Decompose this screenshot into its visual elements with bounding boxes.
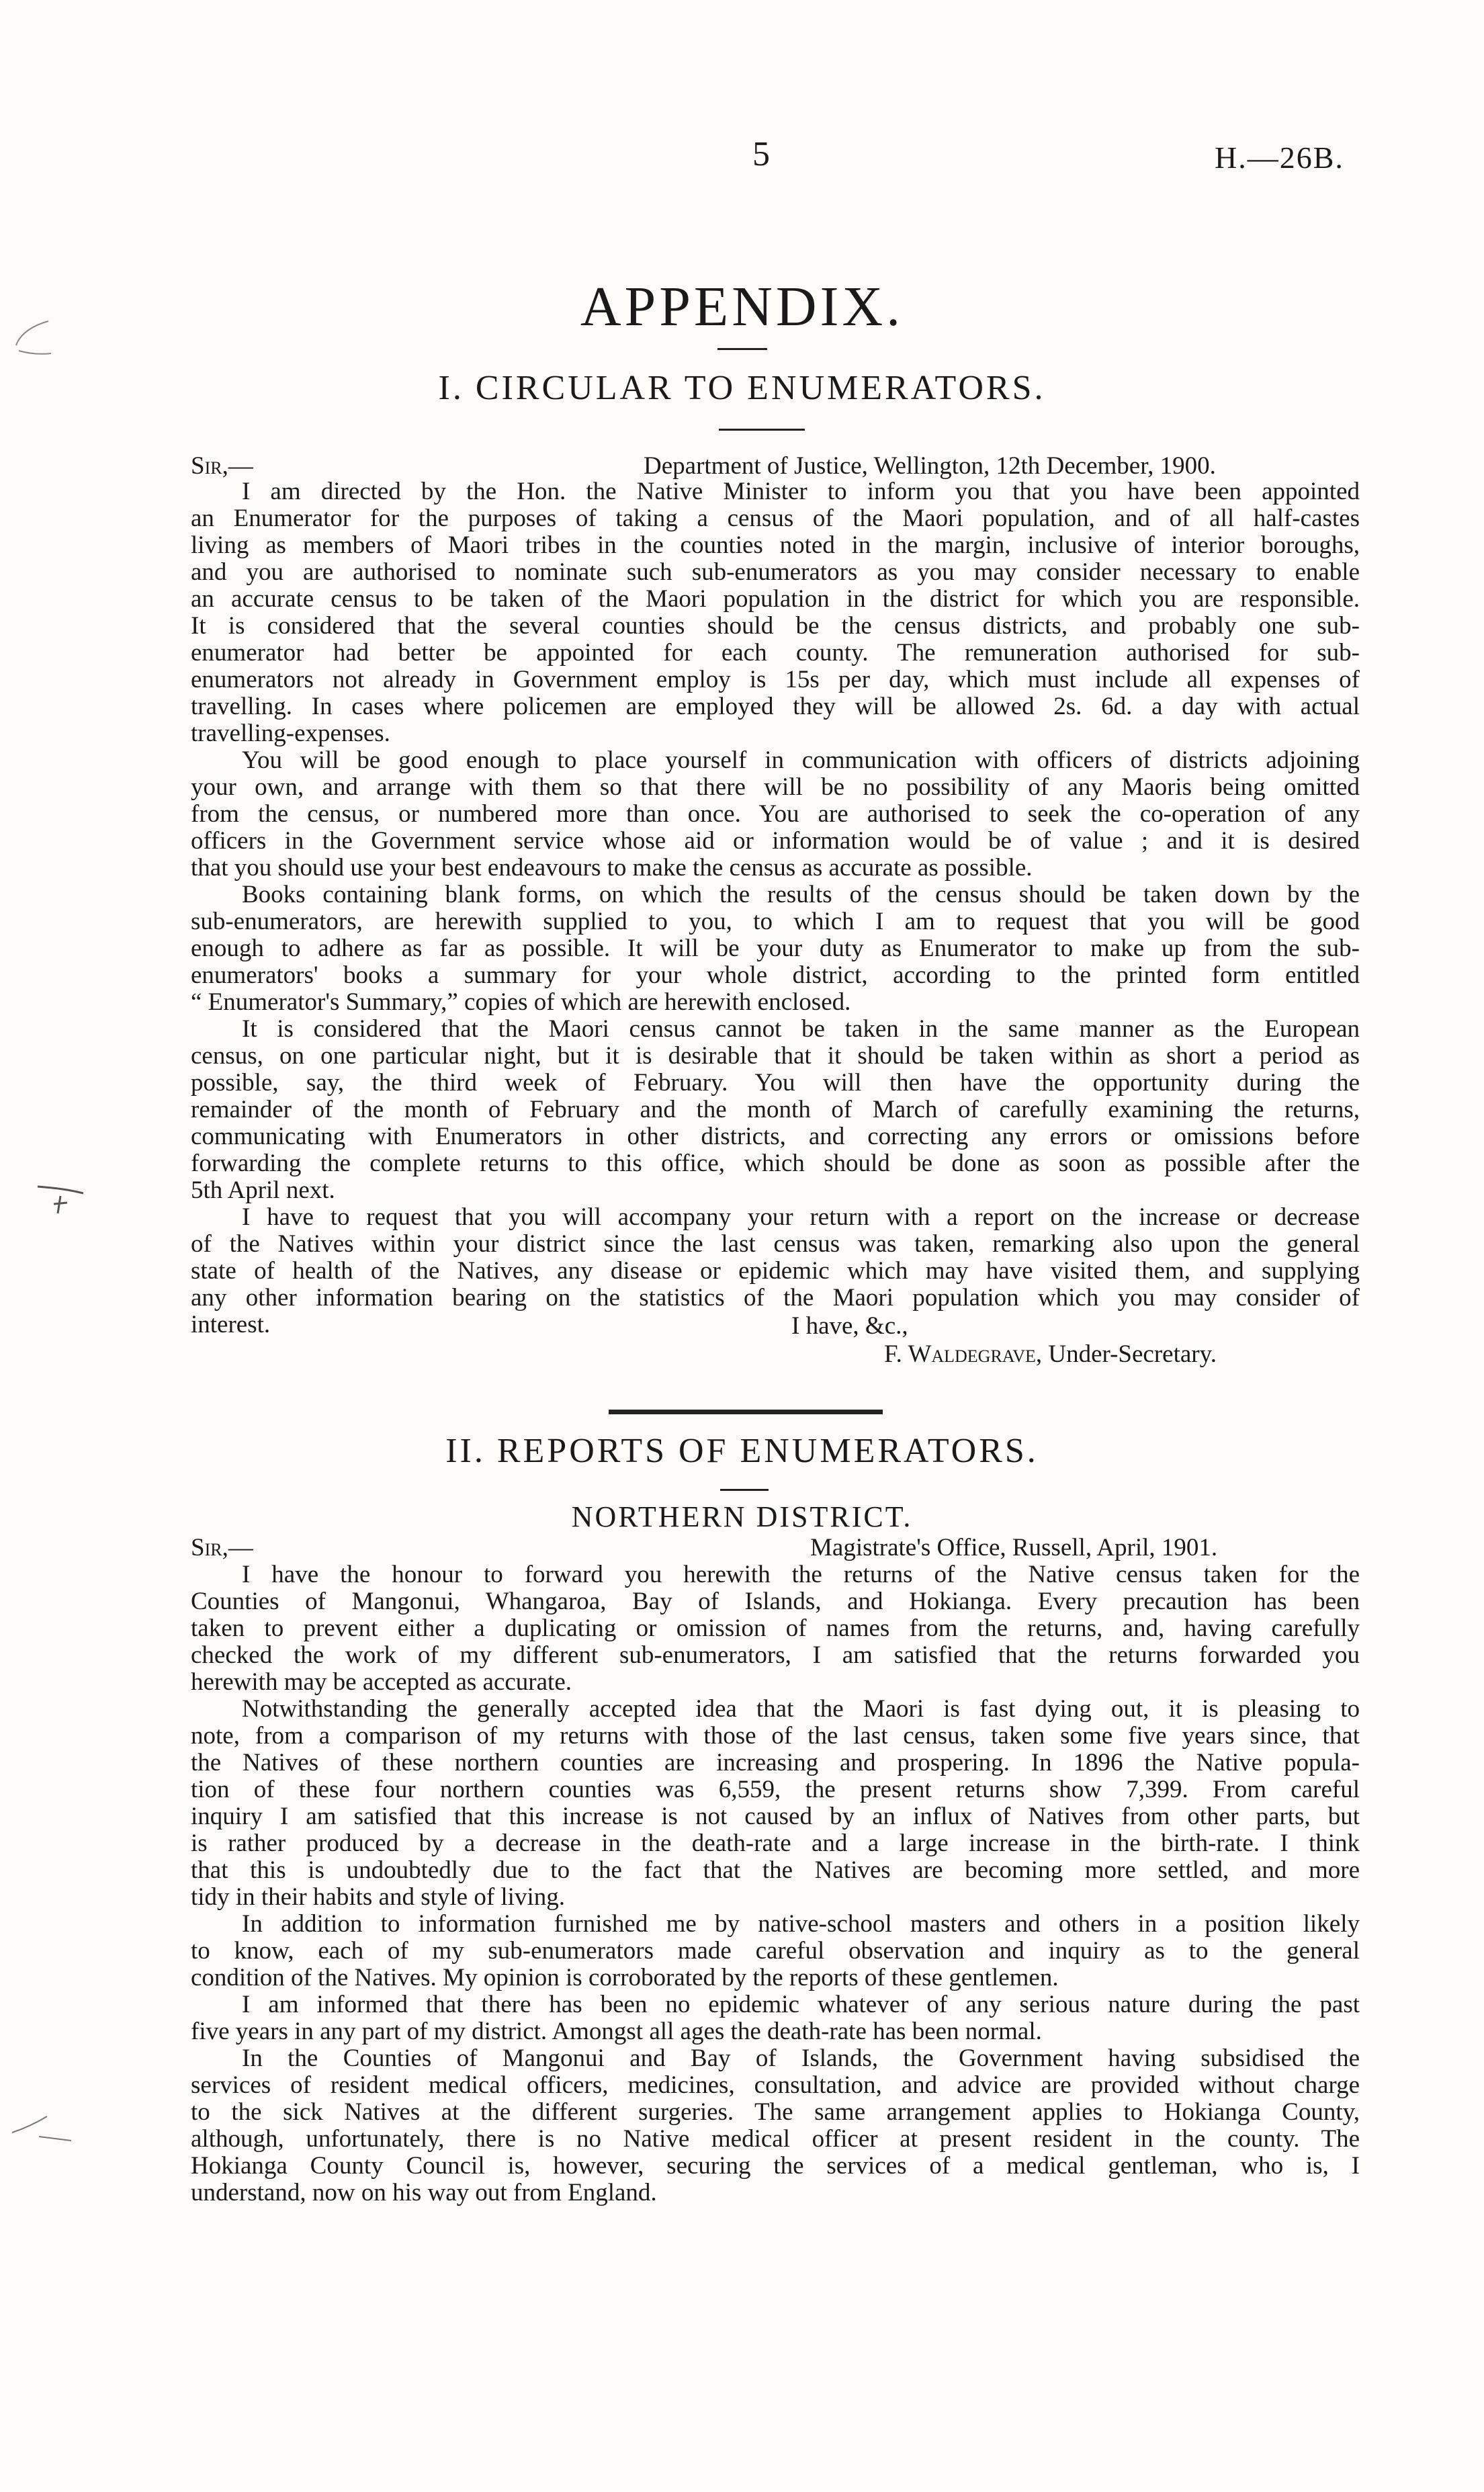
section1-salutation: Sir,— bbox=[191, 452, 253, 480]
body-line: checked the work of my different sub-enumerators, I am satisfied that the returns forwarded you bbox=[191, 1641, 1360, 1669]
body-line: officers in the Government service whose aid or information would be of value ; and it is desired bbox=[191, 827, 1360, 855]
signature bbox=[884, 1340, 1217, 1369]
body-line: an accurate census to be taken of the Maori population in the district for which you are responsible. bbox=[191, 585, 1360, 613]
body-line: from the census, or numbered more than once. You are authorised to seek the co-operation of any bbox=[191, 800, 1360, 828]
body-line: condition of the Natives. My opinion is corroborated by the reports of these gentlemen. bbox=[191, 1964, 1059, 1991]
closing: I have, &c., bbox=[791, 1312, 908, 1340]
body-line: possible, say, the third week of February. You will then have the opportunity during the bbox=[191, 1069, 1360, 1097]
body-line: that this is undoubtedly due to the fact that the Natives are becoming more settled, and more bbox=[191, 1856, 1360, 1884]
section1-title: I. CIRCULAR TO ENUMERATORS. bbox=[438, 369, 1046, 407]
body-line: 5th April next. bbox=[191, 1176, 335, 1204]
body-line: to the sick Natives at the different surgeries. The same arrangement applies to Hokianga County, bbox=[191, 2098, 1360, 2126]
title-rule bbox=[717, 348, 767, 350]
body-line: census, on one particular night, but it is desirable that it should be taken within as short a period as bbox=[191, 1042, 1360, 1070]
body-line: to know, each of my sub-enumerators made careful observation and inquiry as to the general bbox=[191, 1937, 1360, 1965]
margin-pencil-mark bbox=[7, 316, 60, 363]
body-line: an Enumerator for the purposes of taking a census of the Maori population, and of all half-castes bbox=[191, 505, 1360, 532]
body-line: remainder of the month of February and the month of March of carefully examining the returns, bbox=[191, 1096, 1360, 1123]
body-line: Hokianga County Council is, however, securing the services of a medical gentleman, who is, I bbox=[191, 2152, 1360, 2180]
body-line: Books containing blank forms, on which the results of the census should be taken down by the bbox=[242, 881, 1360, 908]
body-line: interest. bbox=[191, 1311, 271, 1338]
body-line: communicating with Enumerators in other districts, and correcting any errors or omissions before bbox=[191, 1123, 1360, 1150]
body-line: inquiry I am satisfied that this increase is not caused by an influx of Natives from other parts, but bbox=[191, 1803, 1360, 1830]
body-line: taken to prevent either a duplicating or omission of names from the returns, and, having carefully bbox=[191, 1615, 1360, 1642]
signatory-title: Under-Secretary. bbox=[1048, 1340, 1217, 1368]
body-line: travelling. In cases where policemen are employed they will be allowed 2s. 6d. a day with actual bbox=[191, 693, 1360, 720]
body-line: travelling-expenses. bbox=[191, 720, 390, 747]
body-line: of the Natives within your district since the last census was taken, remarking also upon the general bbox=[191, 1230, 1360, 1258]
section2-title: II. REPORTS OF ENUMERATORS. bbox=[445, 1432, 1039, 1470]
body-line: five years in any part of my district. Amongst all ages the death-rate has been normal. bbox=[191, 2018, 1042, 2045]
body-line: tidy in their habits and style of living. bbox=[191, 1883, 565, 1911]
section1-dateline: Department of Justice, Wellington, 12th December, 1900. bbox=[644, 452, 1216, 480]
body-line: enumerators not already in Government employ is 15s per day, which must include all expenses of bbox=[191, 666, 1360, 693]
body-line: living as members of Maori tribes in the counties noted in the margin, inclusive of interior boroughs, bbox=[191, 531, 1360, 559]
body-line: any other information bearing on the statistics of the Maori population which you may consider of bbox=[191, 1284, 1360, 1312]
body-line: enumerators' books a summary for your whole district, according to the printed form entitled bbox=[191, 961, 1360, 989]
signatory-name: F. Waldegrave, bbox=[884, 1340, 1043, 1368]
body-line: It is considered that the several counties should be the census districts, and probably one sub- bbox=[191, 612, 1360, 640]
body-line: understand, now on his way out from England. bbox=[191, 2179, 657, 2206]
section2-rule bbox=[720, 1489, 769, 1491]
section2-dateline: Magistrate's Office, Russell, April, 1901. bbox=[810, 1534, 1218, 1561]
margin-pencil-mark bbox=[7, 2110, 74, 2150]
document-reference: H.—26B. bbox=[1215, 140, 1344, 175]
body-line: I have the honour to forward you herewith the returns of the Native census taken for the bbox=[242, 1561, 1360, 1588]
body-line: You will be good enough to place yourself in communication with officers of districts adjoining bbox=[242, 746, 1360, 774]
body-line: is rather produced by a decrease in the death-rate and a large increase in the birth-rate. I think bbox=[191, 1830, 1360, 1857]
district-heading: NORTHERN DISTRICT. bbox=[571, 1500, 913, 1533]
body-line: that you should use your best endeavours to make the census as accurate as possible. bbox=[191, 854, 1033, 882]
margin-pencil-mark bbox=[34, 1176, 94, 1223]
body-line: “ Enumerator's Summary,” copies of which are herewith enclosed. bbox=[191, 988, 851, 1016]
body-line: herewith may be accepted as accurate. bbox=[191, 1668, 572, 1696]
body-line: state of health of the Natives, any disease or epidemic which may have visited them, and supplying bbox=[191, 1257, 1360, 1285]
body-line: Counties of Mangonui, Whangaroa, Bay of Islands, and Hokianga. Every precaution has been bbox=[191, 1588, 1360, 1615]
body-line: It is considered that the Maori census cannot be taken in the same manner as the European bbox=[242, 1015, 1360, 1043]
body-line: and you are authorised to nominate such sub-enumerators as you may consider necessary to enable bbox=[191, 558, 1360, 586]
body-line: In the Counties of Mangonui and Bay of Islands, the Government having subsidised the bbox=[242, 2045, 1360, 2072]
body-line: forwarding the complete returns to this office, which should be done as soon as possible after the bbox=[191, 1150, 1360, 1177]
body-line: your own, and arrange with them so that there will be no possibility of any Maoris being omitted bbox=[191, 773, 1360, 801]
body-line: although, unfortunately, there is no Native medical officer at present resident in the county. The bbox=[191, 2125, 1360, 2153]
body-line: services of resident medical officers, medicines, consultation, and advice are provided without charge bbox=[191, 2071, 1360, 2099]
appendix-title: APPENDIX. bbox=[580, 275, 904, 338]
body-line: note, from a comparison of my returns with those of the last census, taken some five years since, that bbox=[191, 1722, 1360, 1750]
body-line: I am informed that there has been no epidemic whatever of any serious nature during the past bbox=[242, 1991, 1360, 2018]
body-line: Notwithstanding the generally accepted idea that the Maori is fast dying out, it is pleasing to bbox=[242, 1695, 1360, 1723]
page-number: 5 bbox=[752, 135, 770, 173]
body-line: enough to adhere as far as possible. It will be your duty as Enumerator to make up from the sub- bbox=[191, 935, 1360, 962]
body-line: tion of these four northern counties was 6,559, the present returns show 7,399. From careful bbox=[191, 1776, 1360, 1803]
body-line: the Natives of these northern counties are increasing and prospering. In 1896 the Native popula- bbox=[191, 1749, 1360, 1776]
body-line: I am directed by the Hon. the Native Minister to inform you that you have been appointed bbox=[242, 478, 1360, 505]
body-line: sub-enumerators, are herewith supplied to you, to which I am to request that you will be good bbox=[191, 908, 1360, 935]
body-line: I have to request that you will accompany your return with a report on the increase or decrease bbox=[242, 1203, 1360, 1231]
section2-salutation: Sir,— bbox=[191, 1534, 253, 1561]
section-divider bbox=[609, 1410, 883, 1414]
body-line: In addition to information furnished me by native-school masters and others in a position likely bbox=[242, 1910, 1360, 1938]
section1-rule bbox=[719, 429, 805, 431]
body-line: enumerator had better be appointed for each county. The remuneration authorised for sub- bbox=[191, 639, 1360, 667]
